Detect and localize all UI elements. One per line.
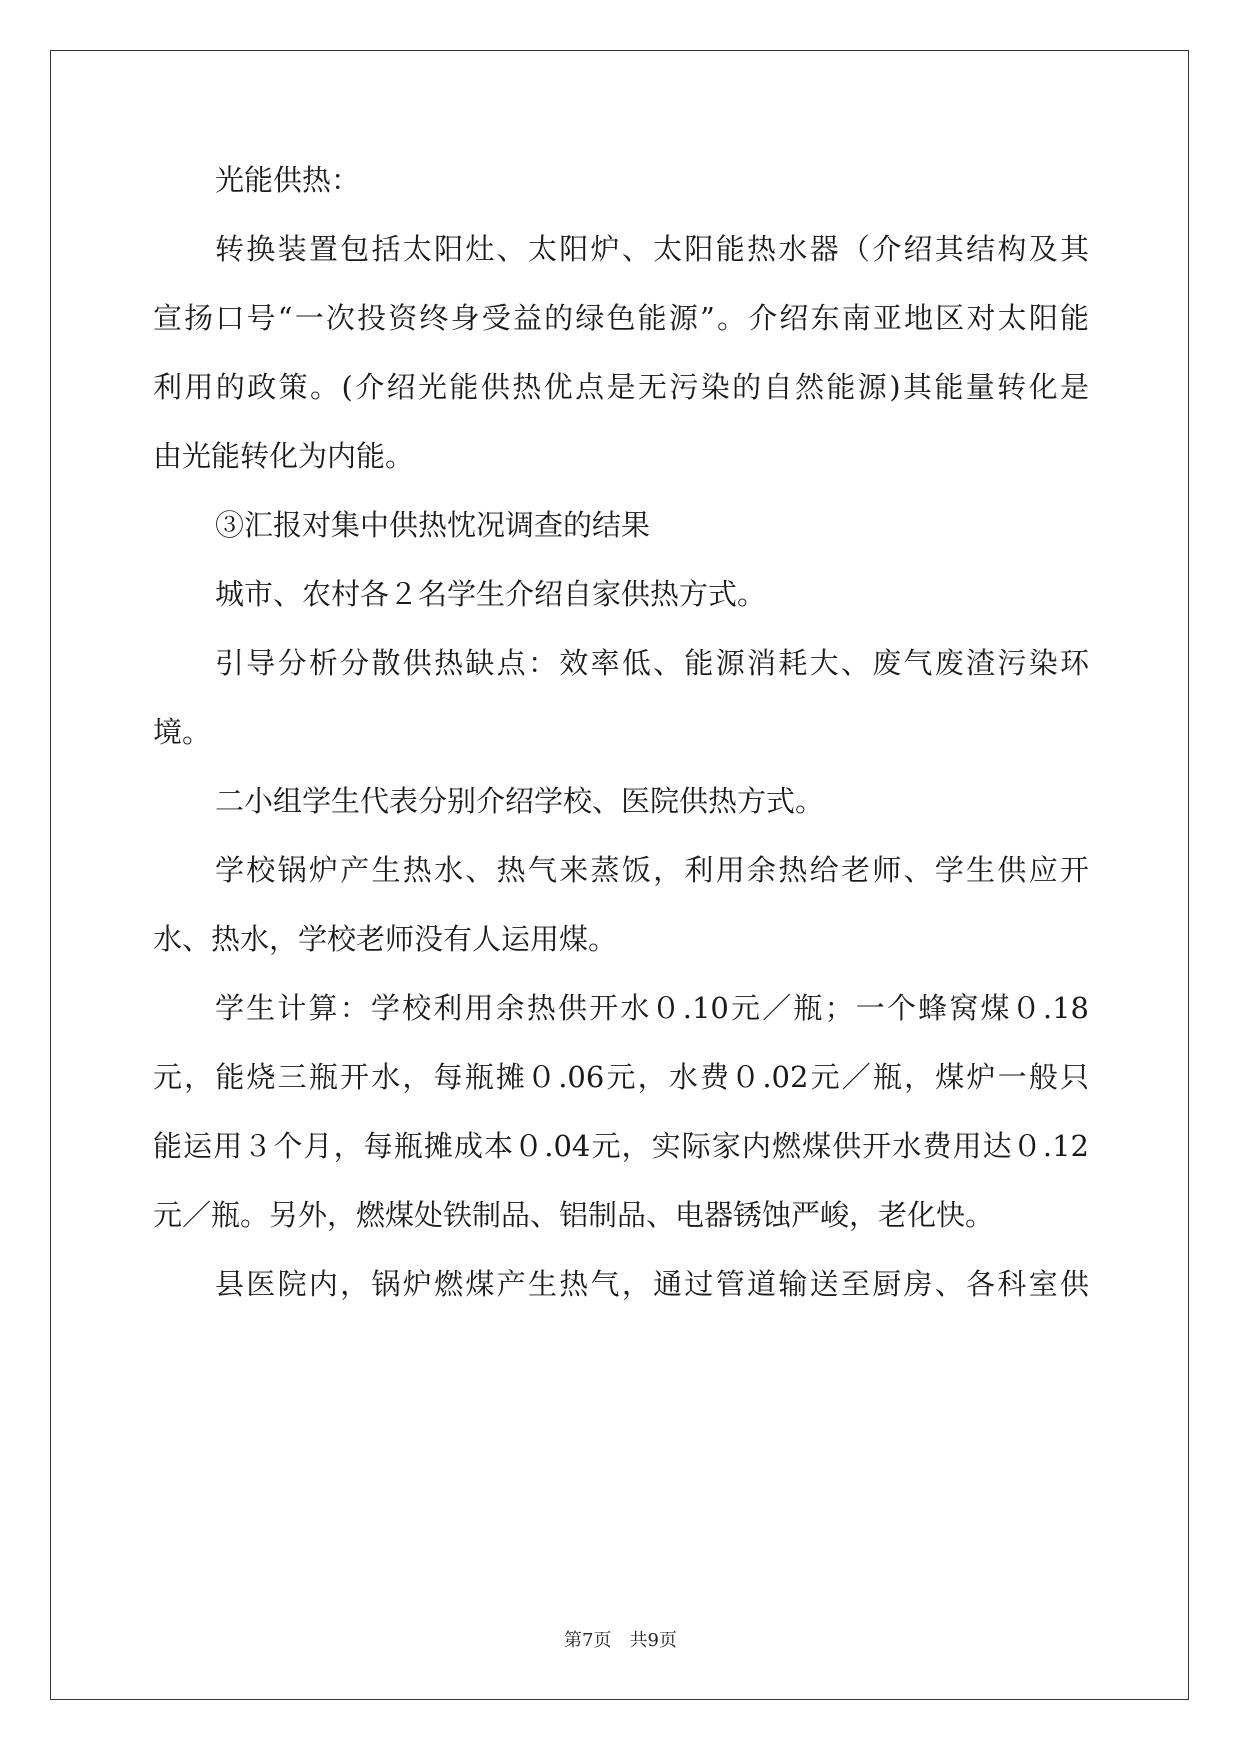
paragraph-line: 元，能烧三瓶开水，每瓶摊０.06元，水费０.02元／瓶，煤炉一般只	[153, 1060, 1089, 1094]
paragraph-line: 由光能转化为内能。	[153, 439, 415, 473]
paragraph-line: 利用的政策。(介绍光能供热优点是无污染的自然能源)其能量转化是	[153, 370, 1089, 404]
paragraph-line: 元／瓶。另外，燃煤处铁制品、铝制品、电器锈蚀严峻，老化快。	[153, 1198, 995, 1232]
paragraph-line: 水、热水，学校老师没有人运用煤。	[153, 922, 618, 956]
paragraph-line: 光能供热：	[215, 163, 361, 197]
paragraph-line: 城市、农村各２名学生介绍自家供热方式。	[215, 577, 767, 611]
paragraph-line: 学生计算：学校利用余热供开水０.10元／瓶；一个蜂窝煤０.18	[215, 991, 1089, 1025]
paragraph-line: 二小组学生代表分别介绍学校、医院供热方式。	[215, 784, 825, 818]
paragraph-line: 宣扬口号“一次投资终身受益的绿色能源”。介绍东南亚地区对太阳能	[153, 301, 1089, 335]
paragraph-line: 引导分析分散供热缺点：效率低、能源消耗大、废气废渣污染环	[215, 646, 1089, 680]
paragraph-line: 境。	[153, 715, 212, 749]
paragraph-line: 学校锅炉产生热水、热气来蒸饭，利用余热给老师、学生供应开	[215, 853, 1089, 887]
paragraph-line: 能运用３个月，每瓶摊成本０.04元，实际家内燃煤供开水费用达０.12	[153, 1129, 1089, 1163]
paragraph-line: 转换装置包括太阳灶、太阳炉、太阳能热水器（介绍其结构及其	[215, 232, 1089, 266]
paragraph-line: 县医院内，锅炉燃煤产生热气，通过管道输送至厨房、各科室供	[215, 1267, 1089, 1301]
page-number: 第7页 共9页	[564, 1630, 677, 1651]
paragraph-line: ③汇报对集中供热忱况调查的结果	[215, 508, 651, 542]
